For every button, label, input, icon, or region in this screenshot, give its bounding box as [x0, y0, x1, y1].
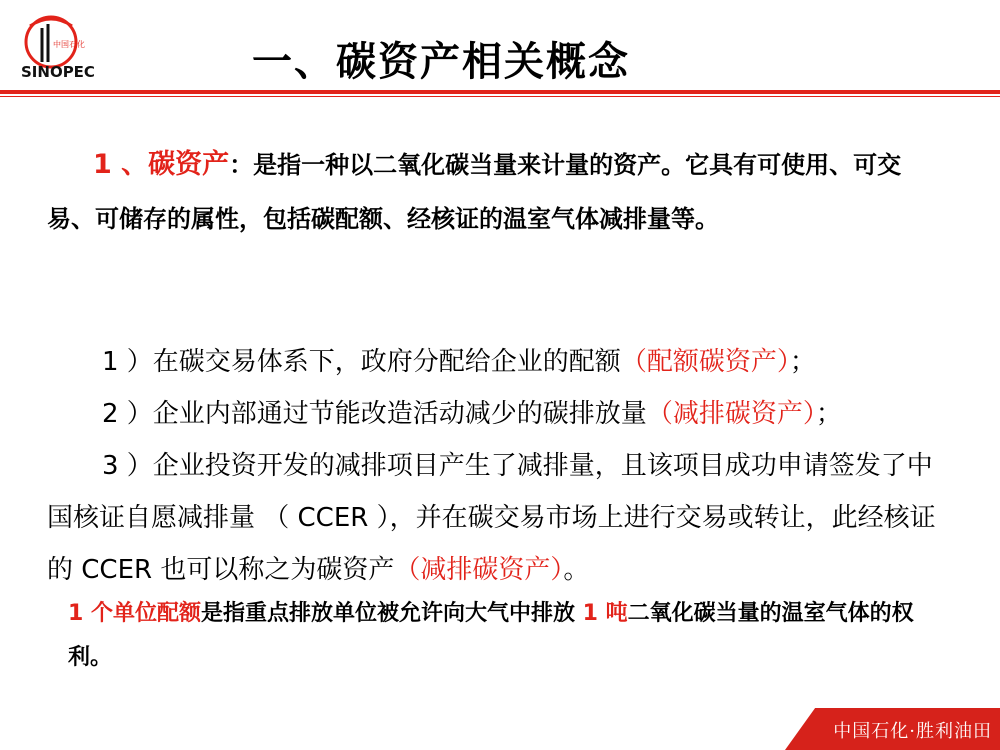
list-item-highlight: （减排碳资产）: [646, 399, 816, 429]
note-term: 1 个单位配额: [68, 601, 201, 626]
definition-term: 1 、碳资产: [93, 149, 230, 180]
logo-wordmark: SINOPEC: [21, 63, 95, 81]
list-item-highlight: （配额碳资产）: [620, 347, 790, 377]
list-item-text: 3 ）企业投资开发的减排项目产生了减排量，且该项目成功申请签发了中国核证自愿减排量 （ CCER ），并在碳交易市场上进行交易或转让，此经核证的 CCER 也可以称之为碳资产: [47, 451, 936, 585]
list-item-tail: 。: [563, 555, 590, 585]
page-title: 一、碳资产相关概念: [252, 39, 630, 85]
footer-brand: 中国石化·胜利油田: [833, 721, 992, 742]
note-body-end: 二氧化碳当量的温室气体的权利。: [68, 601, 914, 670]
definition-paragraph: [47, 138, 947, 246]
note-body: 是指重点排放单位被允许向大气中排放: [200, 601, 583, 626]
title-divider-thin: [0, 96, 1000, 97]
logo-cn-text: 中国石化: [53, 40, 85, 49]
asset-list: [47, 336, 947, 596]
title-divider: [0, 90, 1000, 94]
list-item: [47, 388, 947, 440]
list-item-highlight: （减排碳资产）: [394, 555, 564, 585]
sinopec-logo: [20, 14, 95, 81]
list-item-tail: ；: [815, 399, 842, 429]
definition-body: ：是指一种以二氧化碳当量来计量的资产。它具有可使用、可交易、可储存的属性，包括碳配额、经核证的温室气体减排量等。: [47, 151, 902, 233]
list-item: [47, 440, 947, 596]
quota-note: [68, 592, 948, 680]
list-item-text: 2 ）企业内部通过节能改造活动减少的碳排放量: [102, 399, 647, 429]
list-item-tail: ；: [789, 347, 816, 377]
note-quantity: 1 吨: [582, 601, 628, 626]
list-item-text: 1 ）在碳交易体系下，政府分配给企业的配额: [102, 347, 621, 377]
list-item: [47, 336, 947, 388]
